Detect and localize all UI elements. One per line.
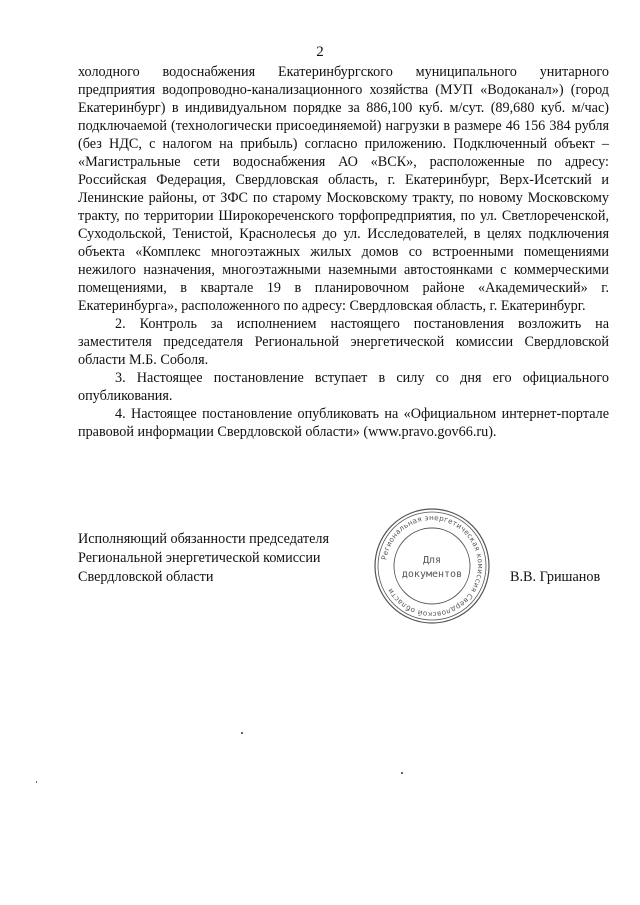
- page-number: 2: [316, 44, 324, 60]
- paragraph-item-4: 4. Настоящее постановление опубликовать на «Официальном интернет-портале правовой информации Свердловской области» (www.pravo.gov66.ru).: [78, 406, 609, 440]
- signatory-position-line: Исполняющий обязанности председателя: [78, 531, 329, 547]
- stamp-ring-text: Региональная энергетическая комиссия Свердловской области: [379, 512, 486, 620]
- stamp-center-line-1: Для: [422, 555, 442, 566]
- paragraph-continuation: холодного водоснабжения Екатеринбургского муниципального унитарного предприятия водопроводно-канализационного хозяйства (МУП «Водоканал») (город Екатеринбург) в индивидуальном порядке за 886,100 куб. м/сут. (89,680 куб. м/час) подключаемой (технологически присоединяемой) нагрузки в размере 46 156 384 рубля (без НДС, с налогом на прибыль) согласно приложению. Подключенный объект – «Магистральные сети водоснабжения АО «ВСК», расположенные по адресу: Российская Федерация, Свердловская область, г. Екатеринбург, Верх-Исетский и Ленинские районы, от ЗФС по старому Московскому тракту, по новому Московскому тракту, по территории Широкореченского торфопредприятия, по ул. Светлореченской, Суходольской, Тенистой, Краснолесья до ул. Исследователей, в целях подключения объекта «Комплекс многоэтажных жилых домов со встроенными помещениями нежилого назначения, многоэтажными наземными автостоянками с коммерческими помещениями, в квартале 19 в планировочном районе «Академический» г. Екатеринбурга», расположенного по адресу: Свердловская область, г. Екатеринбург.: [78, 64, 609, 314]
- official-stamp: [372, 506, 492, 626]
- paragraph-item-2: 2. Контроль за исполнением настоящего постановления возложить на заместителя председателя Региональной энергетической комиссии Свердловской области М.Б. Соболя.: [78, 316, 609, 368]
- scan-speck: [241, 732, 243, 734]
- document-body: [78, 63, 609, 441]
- stamp-center-line-2: документов: [401, 569, 463, 580]
- svg-text:Региональная энергетическая ко: [379, 513, 485, 619]
- signatory-name: В.В. Гришанов: [510, 569, 601, 585]
- scan-speck: [401, 772, 403, 774]
- paragraph-item-3: 3. Настоящее постановление вступает в силу со дня его официального опубликования.: [78, 370, 609, 404]
- signatory-position-line: Региональной энергетической комиссии: [78, 550, 321, 566]
- signatory-position-line: Свердловской области: [78, 569, 214, 585]
- signatory-position: [78, 530, 378, 587]
- scan-speck: [36, 781, 37, 783]
